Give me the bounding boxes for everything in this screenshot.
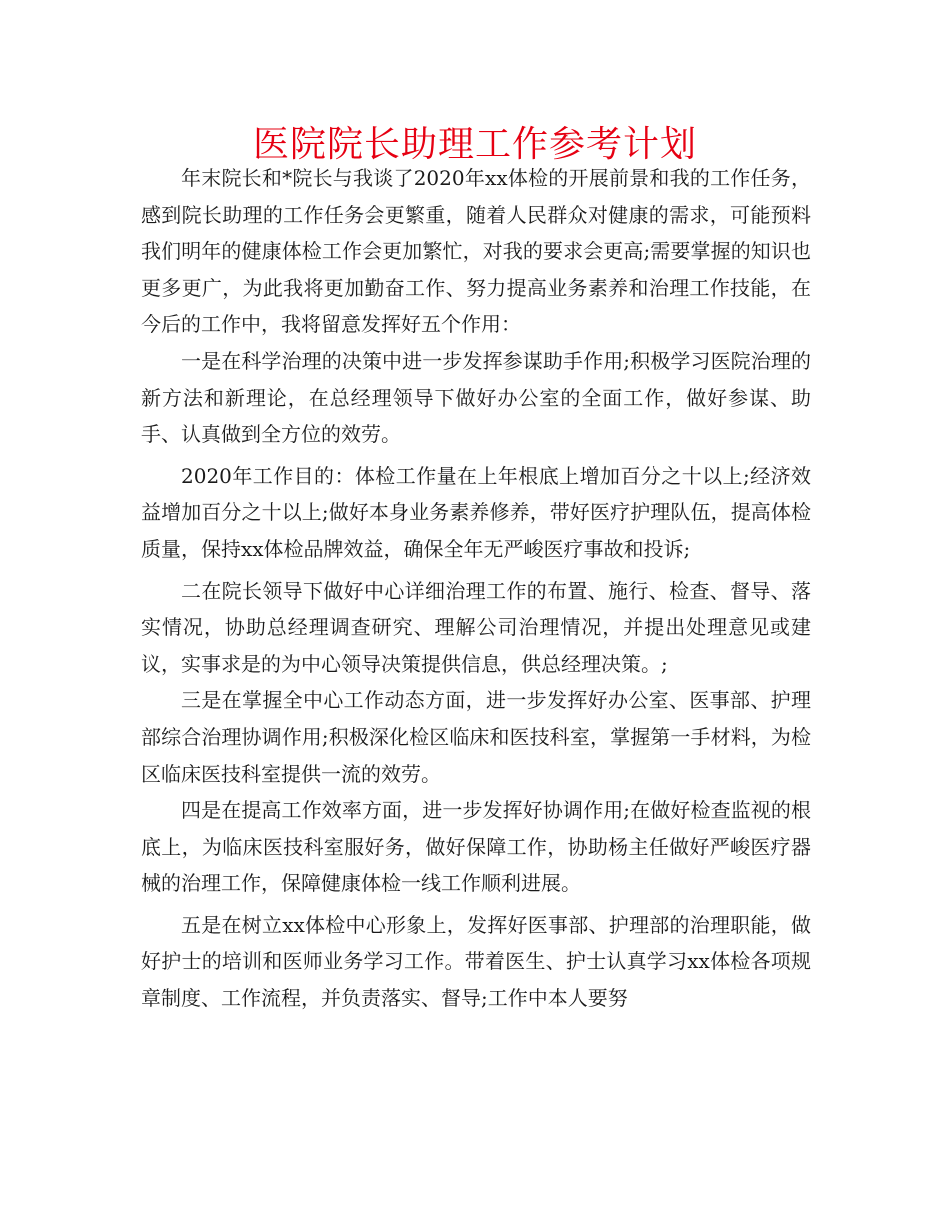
paragraph-role-five: 五是在树立xx体检中心形象上，发挥好医事部、护理部的治理职能，做好护士的培训和医师业务学习工作。带着医生、护士认真学习xx体检各项规章制度、工作流程，并负责落实、督导;工作中本人要努 [141,912,811,1011]
paragraph-role-four: 四是在提高工作效率方面，进一步发挥好协调作用;在做好检查监视的根底上，为临床医技科室服好务，做好保障工作，协助杨主任做好严峻医疗器械的治理工作，保障健康体检一线工作顺利进展。 [141,798,811,896]
document-body [141,160,811,1017]
paragraph-role-one: 一是在科学治理的决策中进一步发挥参谋助手作用;积极学习医院治理的新方法和新理论，在总经理领导下做好办公室的全面工作，做好参谋、助手、认真做到全方位的效劳。 [141,348,811,447]
document-title: 医院院长助理工作参考计划 [252,124,697,165]
paragraph-role-two: 二在院长领导下做好中心详细治理工作的布置、施行、检查、督导、落实情况，协助总经理调查研究、理解公司治理情况，并提出处理意见或建议，实事求是的为中心领导决策提供信息，供总经理决策。; [141,578,811,676]
paragraph-role-three: 三是在掌握全中心工作动态方面，进一步发挥好办公室、医事部、护理部综合治理协调作用;积极深化检区临床和医技科室，掌握第一手材料，为检区临床医技科室提供一流的效劳。 [141,688,811,786]
paragraph-goals-2020: 2020年工作目的：体检工作量在上年根底上增加百分之十以上;经济效益增加百分之十以上;做好本身业务素养修养，带好医疗护理队伍，提高体检质量，保持xx体检品牌效益，确保全年无严峻医疗事故和投诉; [141,463,811,561]
paragraph-intro: 年末院长和*院长与我谈了2020年xx体检的开展前景和我的工作任务，感到院长助理的工作任务会更繁重，随着人民群众对健康的需求，可能预料我们明年的健康体检工作会更加繁忙，对我的要求会更高;需要掌握的知识也更多更广，为此我将更加勤奋工作、努力提高业务素养和治理工作技能，在今后的工作中，我将留意发挥好五个作用： [141,166,811,337]
